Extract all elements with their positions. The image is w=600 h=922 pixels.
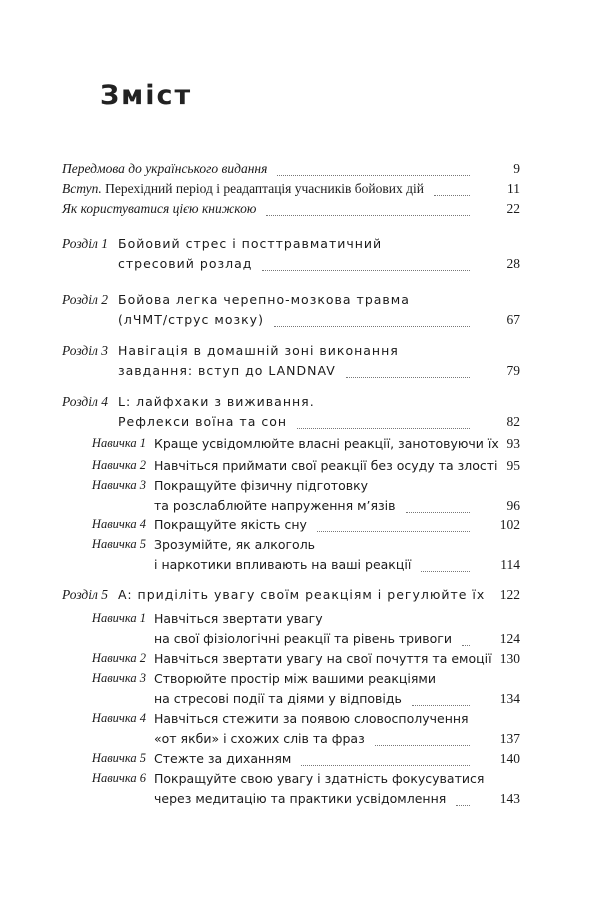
skill-title: та розслаблюйте напруження м’язів <box>154 498 396 513</box>
leader-dots <box>462 645 470 646</box>
page-number: 134 <box>499 691 520 706</box>
skill-label: Навичка 4 <box>91 517 146 531</box>
skill-label: Навичка 1 <box>91 436 146 450</box>
skill-entry <box>0 711 600 733</box>
skill-title: «от якби» і схожих слів та фраз <box>154 731 365 746</box>
leader-dots <box>375 745 470 746</box>
page-title: Зміст <box>100 80 193 111</box>
leader-dots <box>277 175 470 176</box>
page-number: 96 <box>506 498 520 513</box>
chapter-entry <box>0 236 600 258</box>
chapter-title: Бойова легка черепно-мозкова травма <box>118 292 410 307</box>
page-number: 93 <box>506 436 520 451</box>
skill-label: Навичка 4 <box>91 711 146 725</box>
chapter-label: Розділ 5 <box>62 587 109 602</box>
skill-label: Навичка 2 <box>91 651 146 665</box>
chapter-label: Розділ 1 <box>62 236 109 251</box>
skill-label: Навичка 5 <box>91 537 146 551</box>
skill-title: Навчіться стежити за появою словосполучення <box>154 711 469 726</box>
page-number: 102 <box>499 517 520 532</box>
skill-title: Зрозумійте, як алкоголь <box>154 537 316 552</box>
chapter-title: A: приділіть увагу своїм реакціям і регулюйте їх <box>118 587 486 602</box>
skill-title: Навчіться приймати свої реакції без осуду та злості <box>154 458 498 473</box>
entry-title: Передмова до українського видання <box>62 161 268 176</box>
chapter-entry <box>0 394 600 416</box>
toc-intro-entry <box>0 161 600 183</box>
skill-entry <box>0 651 600 673</box>
skill-label: Навичка 6 <box>91 771 146 785</box>
page-number: 130 <box>499 651 520 666</box>
skill-entry <box>0 478 600 500</box>
leader-dots <box>301 765 470 766</box>
page-number: 137 <box>499 731 520 746</box>
chapter-entry <box>0 343 600 365</box>
skill-title: Навчіться звертати увагу <box>154 611 323 626</box>
chapter-entry <box>0 292 600 314</box>
leader-dots <box>412 705 470 706</box>
skill-title: Покращуйте фізичну підготовку <box>154 478 369 493</box>
chapter-title: Рефлекси воїна та сон <box>118 414 288 429</box>
page-number: 124 <box>499 631 520 646</box>
chapter-label: Розділ 3 <box>62 343 109 358</box>
page-number: 28 <box>506 256 520 271</box>
chapter-title: стресовий розлад <box>118 256 253 271</box>
skill-label: Навичка 5 <box>91 751 146 765</box>
entry-title <box>62 181 424 197</box>
skill-entry <box>0 611 600 633</box>
skill-entry <box>0 751 600 773</box>
skill-title: Покращуйте якість сну <box>154 517 307 532</box>
skill-title: і наркотики впливають на ваші реакції <box>154 557 412 572</box>
skill-title: Краще усвідомлюйте власні реакції, занотовуючи їх <box>154 436 499 451</box>
skill-entry-continuation <box>0 791 600 813</box>
leader-dots <box>406 512 470 513</box>
chapter-title: L: лайфхаки з виживання. <box>118 394 315 409</box>
skill-label: Навичка 3 <box>91 478 146 492</box>
skill-entry-continuation <box>0 691 600 713</box>
page-number: 114 <box>500 557 520 572</box>
leader-dots <box>262 270 470 271</box>
skill-label: Навичка 3 <box>91 671 146 685</box>
page-number: 67 <box>506 312 520 327</box>
skill-title: Навчіться звертати увагу на свої почуття та емоції <box>154 651 492 666</box>
page-number: 9 <box>513 161 520 176</box>
skill-entry <box>0 458 600 480</box>
page-number: 22 <box>506 201 520 216</box>
skill-entry <box>0 517 600 539</box>
skill-title: на стресові події та діями у відповідь <box>154 691 402 706</box>
skill-entry <box>0 537 600 559</box>
page-number: 79 <box>506 363 520 378</box>
chapter-entry-continuation <box>0 256 600 278</box>
skill-label: Навичка 1 <box>91 611 146 625</box>
leader-dots <box>266 215 470 216</box>
page-number: 11 <box>507 181 520 196</box>
entry-text: Перехідний період і реадаптація учасників бойових дій <box>105 181 424 196</box>
chapter-title: (лЧМТ/струс мозку) <box>118 312 264 327</box>
leader-dots <box>456 805 470 806</box>
leader-dots <box>421 571 470 572</box>
chapter-title: завдання: вступ до LANDNAV <box>118 363 336 378</box>
page-number: 95 <box>506 458 520 473</box>
leader-dots <box>317 531 470 532</box>
chapter-title: Навігація в домашній зоні виконання <box>118 343 399 358</box>
skill-entry <box>0 671 600 693</box>
toc-intro-entry <box>0 181 600 203</box>
skill-entry-continuation <box>0 557 600 579</box>
skill-title: Створюйте простір між вашими реакціями <box>154 671 436 686</box>
leader-dots <box>434 195 470 196</box>
chapter-entry-continuation <box>0 312 600 334</box>
skill-title: на свої фізіологічні реакції та рівень тривоги <box>154 631 452 646</box>
chapter-title: Бойовий стрес і посттравматичний <box>118 236 383 251</box>
page-number: 143 <box>499 791 520 806</box>
chapter-label: Розділ 2 <box>62 292 109 307</box>
skill-title: через медитацію та практики усвідомлення <box>154 791 447 806</box>
leader-dots <box>297 428 470 429</box>
skill-entry <box>0 436 600 458</box>
chapter-label: Розділ 4 <box>62 394 109 409</box>
skill-entry-continuation <box>0 631 600 653</box>
toc-intro-entry <box>0 201 600 223</box>
leader-dots <box>346 377 470 378</box>
page-number: 122 <box>499 587 520 602</box>
chapter-entry-continuation <box>0 414 600 436</box>
chapter-entry-continuation <box>0 363 600 385</box>
skill-entry <box>0 771 600 793</box>
entry-title: Як користуватися цією книжкою <box>62 201 257 216</box>
chapter-entry <box>0 587 600 609</box>
skill-title: Покращуйте свою увагу і здатність фокусуватися <box>154 771 485 786</box>
skill-label: Навичка 2 <box>91 458 146 472</box>
leader-dots <box>274 326 470 327</box>
entry-label: Вступ. <box>62 181 102 196</box>
page-number: 140 <box>499 751 520 766</box>
page-number: 82 <box>506 414 520 429</box>
skill-entry-continuation <box>0 731 600 753</box>
skill-title: Стежте за диханням <box>154 751 292 766</box>
